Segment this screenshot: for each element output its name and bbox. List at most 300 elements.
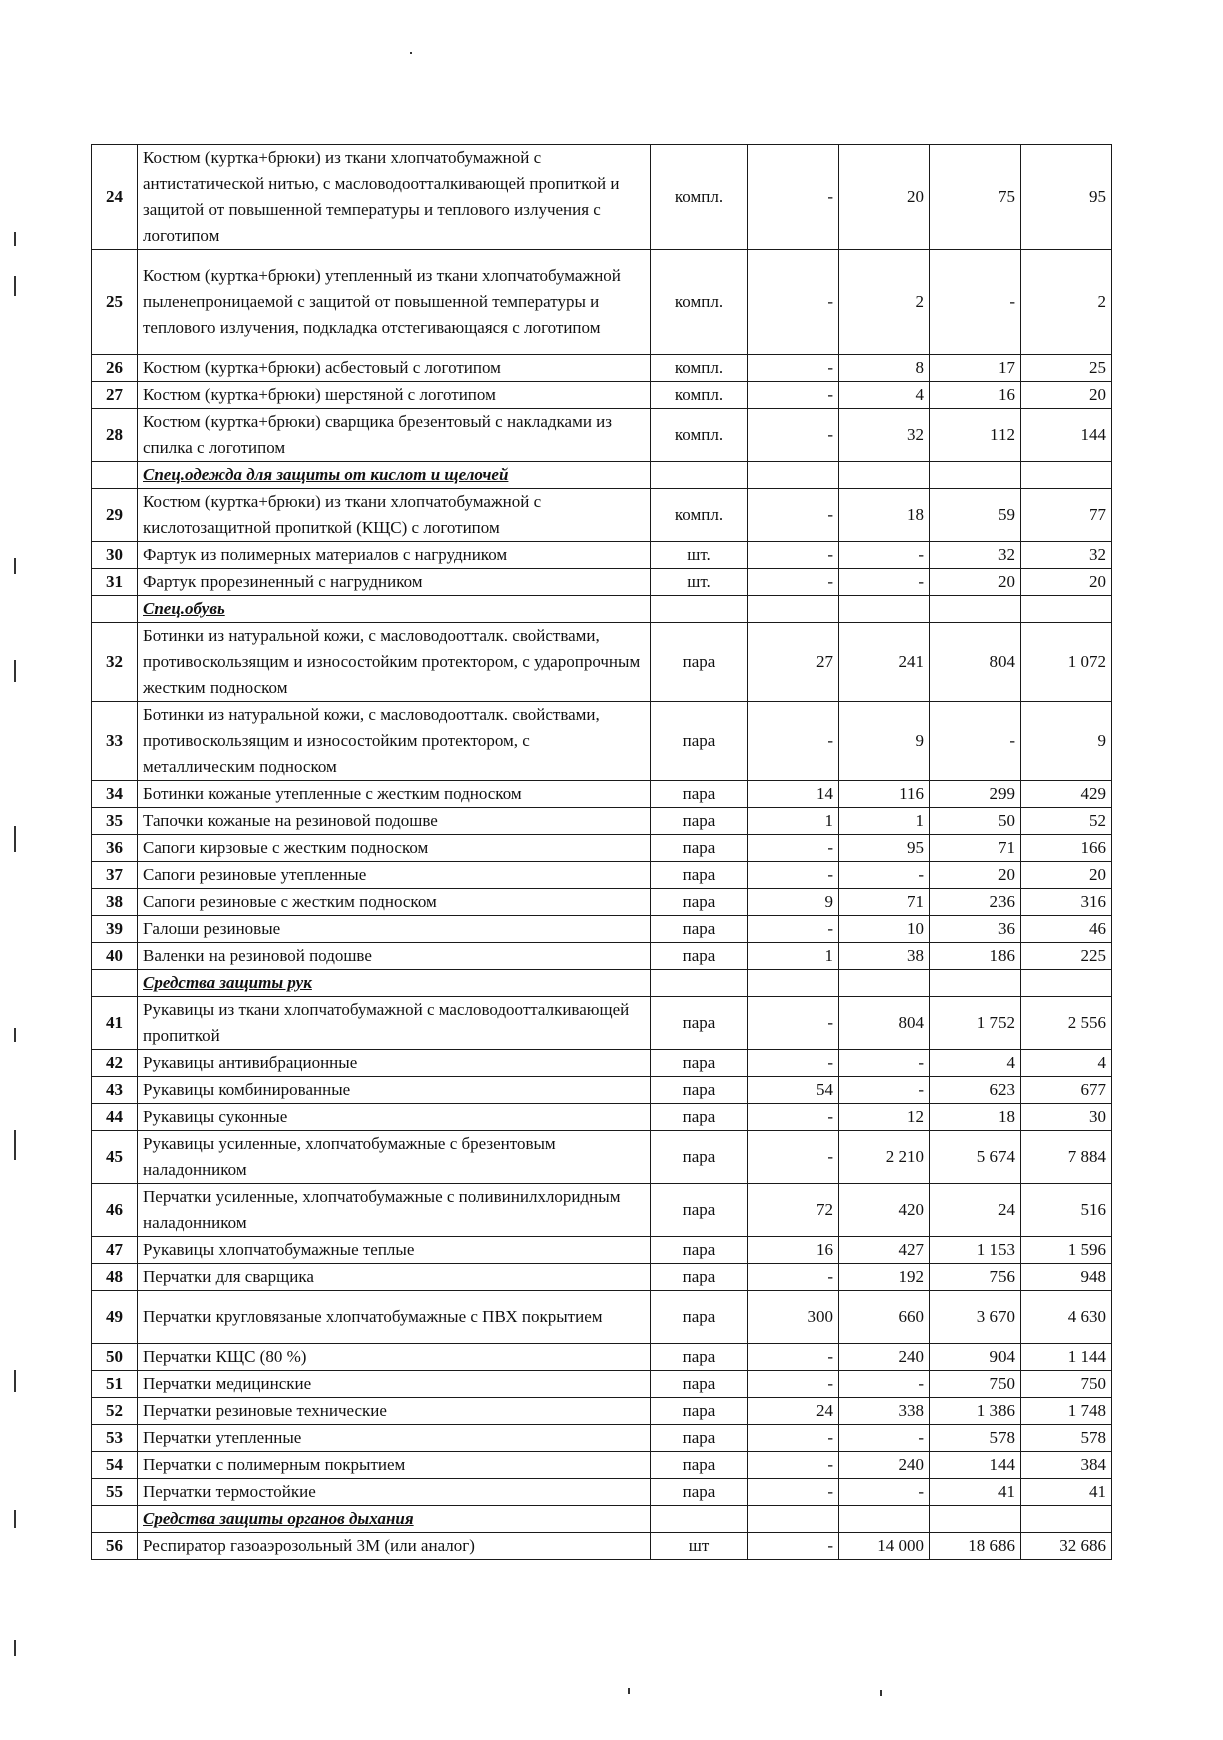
table-row	[92, 1479, 1112, 1506]
qty-col-3-cell: 20	[930, 862, 1021, 889]
table-row	[92, 808, 1112, 835]
table-row	[92, 1237, 1112, 1264]
scan-speck	[14, 276, 16, 296]
unit-cell: пара	[651, 1077, 748, 1104]
qty-col-1-cell: -	[748, 1104, 839, 1131]
empty-cell	[930, 970, 1021, 997]
total-cell: 95	[1021, 145, 1112, 250]
qty-col-2-cell: 8	[839, 355, 930, 382]
empty-cell	[651, 970, 748, 997]
item-name-cell: Перчатки для сварщика	[138, 1264, 651, 1291]
qty-col-1-cell: -	[748, 569, 839, 596]
item-name-cell: Фартук прорезиненный с нагрудником	[138, 569, 651, 596]
qty-col-1-cell: 24	[748, 1398, 839, 1425]
row-number-cell: 38	[92, 889, 138, 916]
item-name-cell: Респиратор газоаэрозольный 3М (или аналог)	[138, 1533, 651, 1560]
qty-col-3-cell: 578	[930, 1425, 1021, 1452]
empty-cell	[839, 1506, 930, 1533]
row-number-cell: 28	[92, 409, 138, 462]
table-row	[92, 1371, 1112, 1398]
total-cell: 7 884	[1021, 1131, 1112, 1184]
qty-col-1-cell: -	[748, 382, 839, 409]
row-number-cell: 37	[92, 862, 138, 889]
qty-col-3-cell: 112	[930, 409, 1021, 462]
qty-col-2-cell: 1	[839, 808, 930, 835]
total-cell: 578	[1021, 1425, 1112, 1452]
scan-speck	[14, 1640, 16, 1656]
unit-cell: шт.	[651, 542, 748, 569]
total-cell: 316	[1021, 889, 1112, 916]
row-number-cell: 42	[92, 1050, 138, 1077]
unit-cell: компл.	[651, 409, 748, 462]
qty-col-3-cell: 3 670	[930, 1291, 1021, 1344]
item-name-cell: Перчатки с полимерным покрытием	[138, 1452, 651, 1479]
unit-cell: пара	[651, 702, 748, 781]
qty-col-3-cell: 24	[930, 1184, 1021, 1237]
qty-col-2-cell: 71	[839, 889, 930, 916]
table-row	[92, 1291, 1112, 1344]
unit-cell: пара	[651, 916, 748, 943]
item-name-cell: Сапоги кирзовые с жестким подноском	[138, 835, 651, 862]
empty-cell	[839, 596, 930, 623]
qty-col-2-cell: -	[839, 862, 930, 889]
qty-col-3-cell: 16	[930, 382, 1021, 409]
total-cell: 144	[1021, 409, 1112, 462]
qty-col-3-cell: 20	[930, 569, 1021, 596]
qty-col-2-cell: 241	[839, 623, 930, 702]
qty-col-1-cell: -	[748, 145, 839, 250]
row-number-cell: 33	[92, 702, 138, 781]
unit-cell: пара	[651, 1425, 748, 1452]
row-number-cell: 46	[92, 1184, 138, 1237]
empty-cell	[651, 596, 748, 623]
table-row	[92, 569, 1112, 596]
row-number-cell: 30	[92, 542, 138, 569]
table-row	[92, 835, 1112, 862]
qty-col-1-cell: -	[748, 250, 839, 355]
qty-col-3-cell: 144	[930, 1452, 1021, 1479]
item-name-cell: Костюм (куртка+брюки) асбестовый с логотипом	[138, 355, 651, 382]
row-number-cell: 24	[92, 145, 138, 250]
qty-col-2-cell: 660	[839, 1291, 930, 1344]
total-cell: 166	[1021, 835, 1112, 862]
qty-col-2-cell: 804	[839, 997, 930, 1050]
total-cell: 429	[1021, 781, 1112, 808]
qty-col-3-cell: -	[930, 250, 1021, 355]
unit-cell: пара	[651, 623, 748, 702]
qty-col-1-cell: -	[748, 542, 839, 569]
qty-col-3-cell: 59	[930, 489, 1021, 542]
qty-col-2-cell: 427	[839, 1237, 930, 1264]
empty-cell	[748, 462, 839, 489]
item-name-cell: Перчатки кругловязаные хлопчатобумажные с ПВХ покрытием	[138, 1291, 651, 1344]
table-row	[92, 145, 1112, 250]
table-row	[92, 1425, 1112, 1452]
qty-col-3-cell: 32	[930, 542, 1021, 569]
qty-col-2-cell: 2	[839, 250, 930, 355]
unit-cell: пара	[651, 1184, 748, 1237]
row-number-cell: 26	[92, 355, 138, 382]
qty-col-1-cell: -	[748, 916, 839, 943]
empty-cell	[839, 462, 930, 489]
qty-col-3-cell: 186	[930, 943, 1021, 970]
unit-cell: пара	[651, 1452, 748, 1479]
qty-col-2-cell: 9	[839, 702, 930, 781]
row-number-cell: 35	[92, 808, 138, 835]
item-name-cell: Костюм (куртка+брюки) сварщика брезентовый с накладками из спилка с логотипом	[138, 409, 651, 462]
empty-cell	[748, 970, 839, 997]
total-cell: 1 748	[1021, 1398, 1112, 1425]
qty-col-3-cell: 236	[930, 889, 1021, 916]
qty-col-2-cell: 14 000	[839, 1533, 930, 1560]
scan-speck	[410, 52, 412, 54]
row-number-cell: 56	[92, 1533, 138, 1560]
row-number-cell: 49	[92, 1291, 138, 1344]
qty-col-1-cell: 1	[748, 943, 839, 970]
table-row	[92, 623, 1112, 702]
qty-col-2-cell: 420	[839, 1184, 930, 1237]
unit-cell: пара	[651, 1050, 748, 1077]
item-name-cell: Перчатки термостойкие	[138, 1479, 651, 1506]
row-number-cell: 44	[92, 1104, 138, 1131]
table-row	[92, 889, 1112, 916]
item-name-cell: Рукавицы из ткани хлопчатобумажной с масловодоотталкивающей пропиткой	[138, 997, 651, 1050]
qty-col-1-cell: 1	[748, 808, 839, 835]
qty-col-1-cell: -	[748, 1264, 839, 1291]
scan-speck	[880, 1690, 882, 1696]
table-row	[92, 1104, 1112, 1131]
row-number-cell: 32	[92, 623, 138, 702]
section-title: Спец.одежда для защиты от кислот и щелочей	[138, 462, 651, 489]
row-number-cell: 36	[92, 835, 138, 862]
section-title: Спец.обувь	[138, 596, 651, 623]
row-number-cell: 51	[92, 1371, 138, 1398]
qty-col-3-cell: 41	[930, 1479, 1021, 1506]
qty-col-2-cell: 4	[839, 382, 930, 409]
empty-cell	[930, 1506, 1021, 1533]
qty-col-2-cell: -	[839, 1371, 930, 1398]
unit-cell: пара	[651, 1479, 748, 1506]
qty-col-3-cell: 18	[930, 1104, 1021, 1131]
qty-col-1-cell: -	[748, 862, 839, 889]
total-cell: 32	[1021, 542, 1112, 569]
qty-col-1-cell: -	[748, 702, 839, 781]
qty-col-2-cell: 2 210	[839, 1131, 930, 1184]
total-cell: 1 144	[1021, 1344, 1112, 1371]
unit-cell: компл.	[651, 355, 748, 382]
empty-cell	[839, 970, 930, 997]
row-number-cell	[92, 1506, 138, 1533]
qty-col-1-cell: -	[748, 355, 839, 382]
unit-cell: компл.	[651, 145, 748, 250]
table-row	[92, 943, 1112, 970]
qty-col-2-cell: 95	[839, 835, 930, 862]
qty-col-1-cell: -	[748, 1479, 839, 1506]
section-header-row	[92, 970, 1112, 997]
table-row	[92, 489, 1112, 542]
section-header-row	[92, 462, 1112, 489]
scan-speck	[14, 232, 16, 246]
total-cell: 25	[1021, 355, 1112, 382]
qty-col-1-cell: 72	[748, 1184, 839, 1237]
qty-col-2-cell: 18	[839, 489, 930, 542]
unit-cell: компл.	[651, 382, 748, 409]
item-name-cell: Рукавицы антивибрационные	[138, 1050, 651, 1077]
unit-cell: пара	[651, 1344, 748, 1371]
row-number-cell: 45	[92, 1131, 138, 1184]
unit-cell: пара	[651, 943, 748, 970]
unit-cell: пара	[651, 835, 748, 862]
qty-col-2-cell: 20	[839, 145, 930, 250]
qty-col-2-cell: -	[839, 1425, 930, 1452]
item-name-cell: Валенки на резиновой подошве	[138, 943, 651, 970]
total-cell: 20	[1021, 569, 1112, 596]
table-row	[92, 862, 1112, 889]
table-row	[92, 542, 1112, 569]
item-name-cell: Перчатки утепленные	[138, 1425, 651, 1452]
unit-cell: пара	[651, 997, 748, 1050]
qty-col-3-cell: 623	[930, 1077, 1021, 1104]
qty-col-1-cell: -	[748, 489, 839, 542]
total-cell: 41	[1021, 1479, 1112, 1506]
table-body	[92, 145, 1112, 1560]
row-number-cell: 41	[92, 997, 138, 1050]
item-name-cell: Костюм (куртка+брюки) шерстяной с логотипом	[138, 382, 651, 409]
unit-cell: пара	[651, 1398, 748, 1425]
total-cell: 750	[1021, 1371, 1112, 1398]
scan-speck	[14, 1510, 16, 1528]
table-row	[92, 250, 1112, 355]
unit-cell: шт	[651, 1533, 748, 1560]
empty-cell	[1021, 462, 1112, 489]
total-cell: 20	[1021, 862, 1112, 889]
qty-col-3-cell: 1 153	[930, 1237, 1021, 1264]
table-row	[92, 1264, 1112, 1291]
qty-col-2-cell: 192	[839, 1264, 930, 1291]
table-row	[92, 916, 1112, 943]
item-name-cell: Костюм (куртка+брюки) из ткани хлопчатобумажной с антистатической нитью, с масловодоотталкивающей пропиткой и защитой от повышенной температуры и теплового излучения с логотипом	[138, 145, 651, 250]
row-number-cell: 31	[92, 569, 138, 596]
total-cell: 225	[1021, 943, 1112, 970]
qty-col-1-cell: -	[748, 997, 839, 1050]
qty-col-3-cell: 1 386	[930, 1398, 1021, 1425]
scan-speck	[14, 1028, 16, 1042]
row-number-cell	[92, 462, 138, 489]
total-cell: 32 686	[1021, 1533, 1112, 1560]
total-cell: 677	[1021, 1077, 1112, 1104]
row-number-cell	[92, 970, 138, 997]
item-name-cell: Ботинки кожаные утепленные с жестким подноском	[138, 781, 651, 808]
total-cell: 9	[1021, 702, 1112, 781]
row-number-cell: 48	[92, 1264, 138, 1291]
table-row	[92, 781, 1112, 808]
qty-col-3-cell: 5 674	[930, 1131, 1021, 1184]
row-number-cell: 34	[92, 781, 138, 808]
item-name-cell: Сапоги резиновые утепленные	[138, 862, 651, 889]
qty-col-1-cell: -	[748, 1425, 839, 1452]
item-name-cell: Перчатки медицинские	[138, 1371, 651, 1398]
unit-cell: пара	[651, 1131, 748, 1184]
qty-col-2-cell: -	[839, 542, 930, 569]
empty-cell	[748, 596, 839, 623]
qty-col-1-cell: -	[748, 835, 839, 862]
table-row	[92, 382, 1112, 409]
row-number-cell: 27	[92, 382, 138, 409]
empty-cell	[748, 1506, 839, 1533]
total-cell: 30	[1021, 1104, 1112, 1131]
total-cell: 948	[1021, 1264, 1112, 1291]
qty-col-3-cell: 18 686	[930, 1533, 1021, 1560]
unit-cell: пара	[651, 1237, 748, 1264]
row-number-cell: 43	[92, 1077, 138, 1104]
empty-cell	[1021, 1506, 1112, 1533]
item-name-cell: Рукавицы суконные	[138, 1104, 651, 1131]
item-name-cell: Рукавицы хлопчатобумажные теплые	[138, 1237, 651, 1264]
row-number-cell: 50	[92, 1344, 138, 1371]
table-row	[92, 1050, 1112, 1077]
item-name-cell: Ботинки из натуральной кожи, с масловодоотталк. свойствами, противоскользящим и износостойким протектором, с ударопрочным жестким подноском	[138, 623, 651, 702]
section-header-row	[92, 596, 1112, 623]
qty-col-1-cell: -	[748, 409, 839, 462]
row-number-cell: 39	[92, 916, 138, 943]
total-cell: 77	[1021, 489, 1112, 542]
empty-cell	[930, 462, 1021, 489]
qty-col-2-cell: 10	[839, 916, 930, 943]
unit-cell: пара	[651, 1264, 748, 1291]
qty-col-3-cell: 71	[930, 835, 1021, 862]
unit-cell: пара	[651, 1104, 748, 1131]
table-row	[92, 409, 1112, 462]
row-number-cell: 29	[92, 489, 138, 542]
item-name-cell: Перчатки усиленные, хлопчатобумажные с поливинилхлоридным наладонником	[138, 1184, 651, 1237]
empty-cell	[651, 462, 748, 489]
total-cell: 46	[1021, 916, 1112, 943]
row-number-cell: 52	[92, 1398, 138, 1425]
empty-cell	[651, 1506, 748, 1533]
unit-cell: пара	[651, 1291, 748, 1344]
unit-cell: пара	[651, 1371, 748, 1398]
unit-cell: пара	[651, 862, 748, 889]
table-row	[92, 997, 1112, 1050]
table-row	[92, 1533, 1112, 1560]
qty-col-2-cell: 338	[839, 1398, 930, 1425]
qty-col-2-cell: -	[839, 1077, 930, 1104]
qty-col-2-cell: 116	[839, 781, 930, 808]
qty-col-2-cell: -	[839, 1050, 930, 1077]
qty-col-1-cell: 300	[748, 1291, 839, 1344]
qty-col-1-cell: 16	[748, 1237, 839, 1264]
table-row	[92, 1452, 1112, 1479]
item-name-cell: Перчатки резиновые технические	[138, 1398, 651, 1425]
table-row	[92, 355, 1112, 382]
qty-col-1-cell: 14	[748, 781, 839, 808]
total-cell: 1 596	[1021, 1237, 1112, 1264]
row-number-cell: 47	[92, 1237, 138, 1264]
section-title: Средства защиты рук	[138, 970, 651, 997]
scan-speck	[14, 1370, 16, 1392]
table-row	[92, 1184, 1112, 1237]
qty-col-3-cell: -	[930, 702, 1021, 781]
row-number-cell	[92, 596, 138, 623]
total-cell: 52	[1021, 808, 1112, 835]
section-header-row	[92, 1506, 1112, 1533]
qty-col-1-cell: 54	[748, 1077, 839, 1104]
scan-speck	[14, 1130, 16, 1160]
unit-cell: компл.	[651, 489, 748, 542]
qty-col-3-cell: 750	[930, 1371, 1021, 1398]
ppe-requirements-table	[91, 144, 1112, 1560]
row-number-cell: 53	[92, 1425, 138, 1452]
unit-cell: компл.	[651, 250, 748, 355]
total-cell: 4 630	[1021, 1291, 1112, 1344]
item-name-cell: Тапочки кожаные на резиновой подошве	[138, 808, 651, 835]
item-name-cell: Рукавицы усиленные, хлопчатобумажные с брезентовым наладонником	[138, 1131, 651, 1184]
unit-cell: шт.	[651, 569, 748, 596]
row-number-cell: 55	[92, 1479, 138, 1506]
qty-col-2-cell: -	[839, 1479, 930, 1506]
qty-col-3-cell: 75	[930, 145, 1021, 250]
total-cell: 1 072	[1021, 623, 1112, 702]
qty-col-3-cell: 50	[930, 808, 1021, 835]
qty-col-1-cell: -	[748, 1131, 839, 1184]
section-title: Средства защиты органов дыхания	[138, 1506, 651, 1533]
qty-col-2-cell: -	[839, 569, 930, 596]
table-row	[92, 1077, 1112, 1104]
unit-cell: пара	[651, 808, 748, 835]
total-cell: 2	[1021, 250, 1112, 355]
total-cell: 4	[1021, 1050, 1112, 1077]
table-row	[92, 1398, 1112, 1425]
scan-speck	[14, 826, 16, 852]
scan-speck	[14, 660, 16, 682]
qty-col-1-cell: 9	[748, 889, 839, 916]
table-row	[92, 702, 1112, 781]
empty-cell	[1021, 596, 1112, 623]
empty-cell	[930, 596, 1021, 623]
row-number-cell: 40	[92, 943, 138, 970]
qty-col-3-cell: 1 752	[930, 997, 1021, 1050]
total-cell: 384	[1021, 1452, 1112, 1479]
row-number-cell: 54	[92, 1452, 138, 1479]
qty-col-2-cell: 240	[839, 1452, 930, 1479]
total-cell: 516	[1021, 1184, 1112, 1237]
table-row	[92, 1344, 1112, 1371]
unit-cell: пара	[651, 781, 748, 808]
qty-col-1-cell: -	[748, 1344, 839, 1371]
table-row	[92, 1131, 1112, 1184]
scan-speck	[14, 558, 16, 574]
empty-cell	[1021, 970, 1112, 997]
qty-col-3-cell: 804	[930, 623, 1021, 702]
item-name-cell: Костюм (куртка+брюки) утепленный из ткани хлопчатобумажной пыленепроницаемой с защитой от повышенной температуры и теплового излучения, подкладка отстегивающаяся с логотипом	[138, 250, 651, 355]
item-name-cell: Фартук из полимерных материалов с нагрудником	[138, 542, 651, 569]
qty-col-1-cell: 27	[748, 623, 839, 702]
qty-col-3-cell: 36	[930, 916, 1021, 943]
item-name-cell: Костюм (куртка+брюки) из ткани хлопчатобумажной с кислотозащитной пропиткой (КЩС) с логотипом	[138, 489, 651, 542]
item-name-cell: Галоши резиновые	[138, 916, 651, 943]
qty-col-2-cell: 38	[839, 943, 930, 970]
qty-col-3-cell: 756	[930, 1264, 1021, 1291]
unit-cell: пара	[651, 889, 748, 916]
qty-col-1-cell: -	[748, 1533, 839, 1560]
item-name-cell: Рукавицы комбинированные	[138, 1077, 651, 1104]
item-name-cell: Перчатки КЩС (80 %)	[138, 1344, 651, 1371]
qty-col-2-cell: 32	[839, 409, 930, 462]
item-name-cell: Ботинки из натуральной кожи, с масловодоотталк. свойствами, противоскользящим и износостойким протектором, с металлическим подноском	[138, 702, 651, 781]
qty-col-2-cell: 12	[839, 1104, 930, 1131]
qty-col-1-cell: -	[748, 1452, 839, 1479]
qty-col-3-cell: 904	[930, 1344, 1021, 1371]
